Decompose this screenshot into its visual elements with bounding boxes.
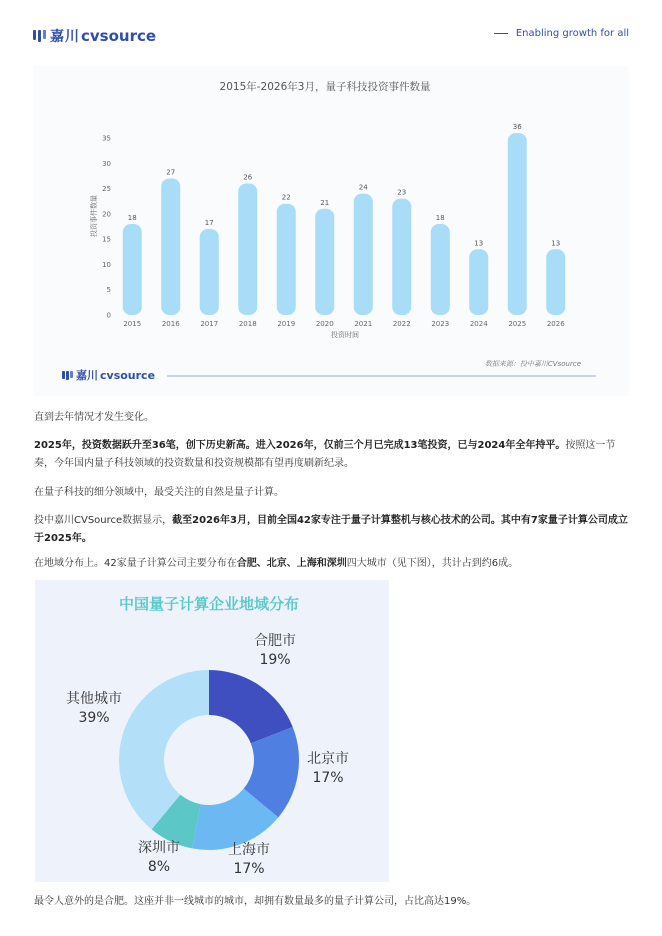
brand-logo-en: cvsource <box>81 27 157 45</box>
paragraph-4-bold: 截至2026年3月，目前全国42家专注于量子计算整机与核心技术的公司。其中有7家量子计算公司成立于2025年。 <box>34 515 628 544</box>
paragraph-6: 最令人意外的是合肥。这座并非一线城市的城市，却拥有数量最多的量子计算公司，占比高达19%。 <box>34 896 477 907</box>
paragraph-5-lead: 在地域分布上。42家量子计算公司主要分布在 <box>34 558 237 569</box>
bar-chart-ytick: 20 <box>102 210 111 219</box>
donut-slice-percent: 17% <box>312 770 344 786</box>
bar-card-footer-logo <box>62 368 155 382</box>
bar-chart-xtick: 2024 <box>469 320 488 328</box>
donut-slice-name: 合肥市 <box>254 633 296 649</box>
bar-2017 <box>200 229 219 315</box>
bar-2018 <box>238 184 257 315</box>
bar-2026 <box>546 249 565 315</box>
donut-chart-title: 中国量子计算企业地域分布 <box>118 595 300 613</box>
brand-logo-icon <box>32 28 48 44</box>
bar-chart-xtick: 2025 <box>508 320 527 328</box>
bar-card-footer-logo-en: cvsource <box>100 369 156 382</box>
bar-chart-xtick: 2020 <box>315 320 334 328</box>
bar-chart-ytick: 5 <box>106 286 111 295</box>
bar-chart-xtick: 2023 <box>431 320 450 328</box>
bar-chart-xtick: 2021 <box>354 320 373 328</box>
bar-value-label: 27 <box>166 168 176 177</box>
paragraph-2-bold: 2025年，投资数据跃升至36笔，创下历史新高。进入2026年，仅前三个月已完成13笔投资，已与2024年全年持平。 <box>34 440 566 451</box>
brand-logo-cn: 嘉川 <box>50 29 80 45</box>
bar-chart-xtick: 2016 <box>161 320 180 328</box>
bar-chart-xtick: 2026 <box>546 320 565 328</box>
bar-chart-xtick: 2017 <box>200 320 219 328</box>
region-donut-chart-card <box>35 580 389 882</box>
bar-value-label: 18 <box>435 213 445 222</box>
bar-2015 <box>123 224 142 315</box>
bar-chart-xtick: 2018 <box>238 320 257 328</box>
paragraph-3: 在量子科技的细分领域中，最受关注的自然是量子计算。 <box>34 487 284 498</box>
page-header <box>32 24 632 48</box>
region-donut-chart <box>35 580 389 882</box>
paragraph-2-rest: 按照这一节奏，今年国内量子科技领域的投资数量和投资规模都有望再度刷新纪录。 <box>34 440 616 469</box>
paragraph-5 <box>34 555 630 573</box>
slogan-dash <box>494 33 508 35</box>
brand-logo[interactable] <box>32 26 156 46</box>
bar-value-label: 21 <box>320 198 330 207</box>
donut-slice-name: 深圳市 <box>138 840 180 856</box>
bar-chart-xtick: 2019 <box>277 320 296 328</box>
bar-2016 <box>161 178 180 315</box>
donut-slice-percent: 8% <box>147 859 171 875</box>
bar-chart-ytick: 15 <box>102 235 111 244</box>
bar-value-label: 17 <box>204 219 214 228</box>
bar-chart-ytick: 25 <box>102 185 111 194</box>
paragraph-5-bold: 合肥、北京、上海和深圳 <box>236 558 347 569</box>
bar-chart-ytick: 30 <box>102 159 111 168</box>
paragraph-1: 直到去年情况才发生变化。 <box>34 412 154 423</box>
bar-value-label: 18 <box>127 213 137 222</box>
bar-2021 <box>354 194 373 315</box>
donut-slice-name: 北京市 <box>307 751 349 767</box>
investment-bar-chart-card <box>33 66 629 396</box>
bar-chart-xtick: 2015 <box>123 320 142 328</box>
bar-chart-title: 2015年-2026年3月，量子科技投资事件数量 <box>219 81 431 93</box>
bar-value-label: 13 <box>474 239 484 248</box>
paragraph-4-lead: 投中嘉川CVSource数据显示， <box>34 515 173 526</box>
paragraph-2 <box>34 437 630 473</box>
bar-chart-xtick: 2022 <box>392 320 411 328</box>
bar-value-label: 24 <box>358 183 368 192</box>
bar-value-label: 22 <box>281 193 291 202</box>
bar-2022 <box>392 199 411 315</box>
bar-2023 <box>431 224 450 315</box>
bar-chart-ytick: 35 <box>102 134 111 143</box>
header-slogan <box>494 28 629 39</box>
bar-2020 <box>315 209 334 315</box>
bar-card-footer-logo-cn: 嘉川 <box>76 369 98 382</box>
bar-chart-ytick: 10 <box>102 260 111 269</box>
donut-slice-percent: 19% <box>259 652 291 668</box>
donut-slice-percent: 39% <box>78 710 110 726</box>
bar-value-label: 26 <box>243 173 253 182</box>
bar-2025 <box>508 133 527 315</box>
paragraph-5-tail: 四大城市（见下图），共计占到约6成。 <box>346 558 519 569</box>
bar-value-label: 23 <box>397 188 407 197</box>
donut-slice-percent: 17% <box>233 861 265 877</box>
bar-chart-source-note: 数据来源：投中嘉川CVsource <box>484 360 581 368</box>
bar-2024 <box>469 249 488 315</box>
bar-chart-ylabel: 投资事件数量 <box>90 195 98 237</box>
bar-value-label: 13 <box>551 239 561 248</box>
bar-2019 <box>277 204 296 315</box>
donut-slice-name: 其他城市 <box>66 691 122 707</box>
slogan-text: Enabling growth for all <box>515 28 629 39</box>
donut-slice-name: 上海市 <box>228 842 270 858</box>
bar-value-label: 36 <box>512 122 522 131</box>
bar-chart-xlabel: 投资时间 <box>331 331 359 339</box>
bar-chart-ytick: 0 <box>106 311 111 320</box>
investment-bar-chart <box>33 66 629 396</box>
paragraph-4 <box>34 512 630 548</box>
